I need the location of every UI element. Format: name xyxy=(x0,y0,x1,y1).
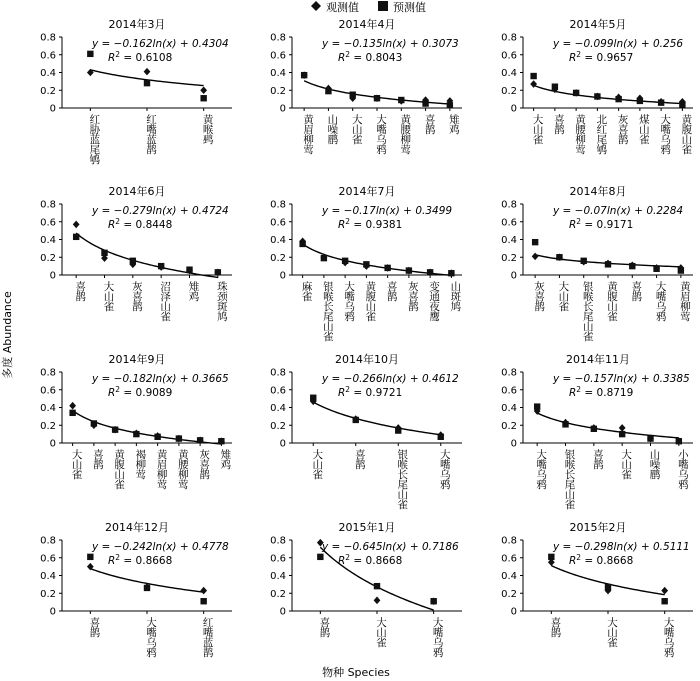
fit-curve xyxy=(313,402,441,435)
x-tick-label: 雉鸡 xyxy=(187,281,200,301)
x-tick-label: 喜鹊 xyxy=(74,281,87,301)
y-tick-label: 0 xyxy=(49,606,56,618)
x-tick-label: 黄腰柳莺 xyxy=(176,449,189,489)
y-tick-label: 0.8 xyxy=(40,32,56,44)
chart-panel xyxy=(40,17,232,164)
panel-title: 2014年10月 xyxy=(335,353,399,366)
y-tick-label: 0.8 xyxy=(40,199,56,211)
x-tick-label: 大嘴乌鸦 xyxy=(343,281,356,321)
y-tick-label: 0.2 xyxy=(270,588,286,600)
y-tick-label: 0.6 xyxy=(40,50,56,62)
y-tick-label: 0 xyxy=(510,270,517,282)
chart-panel xyxy=(270,352,462,509)
predicted-point xyxy=(619,431,625,437)
x-tick-label: 喜鹊 xyxy=(591,449,604,469)
y-tick-label: 0.2 xyxy=(40,252,56,264)
fit-equation: y = −0.242ln(x) + 0.4778 xyxy=(92,541,229,553)
x-tick-label: 灰喜鹊 xyxy=(198,449,211,479)
x-tick-label: 大山雀 xyxy=(531,114,544,144)
x-tick-label: 山斑鸠 xyxy=(449,281,462,311)
x-tick-label: 喜鹊 xyxy=(385,281,398,301)
fit-r-squared: $R^2 = 0.9657$ xyxy=(569,50,634,64)
y-tick-label: 0.6 xyxy=(501,553,517,565)
x-tick-label: 银喉长尾山雀 xyxy=(581,281,594,341)
fit-curve xyxy=(537,413,679,438)
observed-point xyxy=(200,587,207,595)
y-tick-label: 0.8 xyxy=(501,367,517,379)
x-tick-label: 大嘴乌鸦 xyxy=(535,449,548,489)
y-tick-label: 0 xyxy=(279,270,286,282)
y-axis-title: 多度 Abundance xyxy=(1,291,14,379)
y-tick-label: 0.4 xyxy=(40,68,56,79)
fit-r-squared: $R^2 = 0.8043$ xyxy=(338,50,403,64)
chart-panel xyxy=(501,184,693,341)
x-tick-label: 黄眉柳莺 xyxy=(678,281,691,321)
x-tick-label: 雉鸡 xyxy=(447,114,460,134)
fit-r-squared: $R^2 = 0.8668$ xyxy=(338,553,403,567)
y-tick-label: 0.2 xyxy=(501,252,517,264)
panel-title: 2014年7月 xyxy=(338,185,396,198)
x-tick-label: 黄腰柳莺 xyxy=(399,114,412,154)
fit-equation: y = −0.157ln(x) + 0.3385 xyxy=(553,373,690,385)
panel-title: 2014年8月 xyxy=(569,185,627,198)
x-tick-label: 北红尾鸲 xyxy=(595,114,608,154)
fit-r-squared: $R^2 = 0.8719$ xyxy=(569,385,634,399)
legend-observed-label: 观测值 xyxy=(326,1,359,14)
fit-equation: y = −0.162ln(x) + 0.4304 xyxy=(92,38,229,50)
x-tick-label: 大山雀 xyxy=(102,281,115,311)
x-tick-label: 灰喜鹊 xyxy=(533,281,546,311)
fit-r-squared: $R^2 = 0.9089$ xyxy=(108,385,173,399)
x-tick-label: 黄眉柳莺 xyxy=(302,114,315,154)
y-tick-label: 0.6 xyxy=(501,50,517,62)
y-tick-label: 0.2 xyxy=(270,85,286,97)
x-tick-label: 大嘴乌鸦 xyxy=(375,114,387,154)
y-tick-label: 0 xyxy=(49,270,56,282)
x-tick-label: 大嘴乌鸦 xyxy=(662,617,675,657)
predicted-point xyxy=(87,554,93,560)
y-tick-label: 0.2 xyxy=(501,588,517,600)
y-tick-label: 0.6 xyxy=(501,217,517,229)
y-tick-label: 0.6 xyxy=(270,50,286,62)
x-tick-label: 大嘴乌鸦 xyxy=(145,617,157,657)
predicted-point xyxy=(87,51,93,57)
panel-title: 2014年6月 xyxy=(108,185,166,198)
panel-title: 2014年12月 xyxy=(105,521,169,534)
y-tick-label: 0.6 xyxy=(270,553,286,565)
x-tick-label: 大山雀 xyxy=(606,617,618,647)
y-tick-label: 0 xyxy=(279,103,286,115)
y-tick-label: 0 xyxy=(510,103,517,115)
y-tick-label: 0.4 xyxy=(270,68,286,79)
panel-title: 2014年5月 xyxy=(569,18,627,31)
x-tick-label: 喜鹊 xyxy=(549,617,562,637)
predicted-point xyxy=(200,95,206,101)
y-tick-label: 0.4 xyxy=(501,571,517,582)
x-tick-label: 喜鹊 xyxy=(318,617,331,637)
predicted-point xyxy=(317,554,323,560)
chart-panel xyxy=(270,520,462,657)
x-tick-label: 山噪鹛 xyxy=(648,449,661,479)
predicted-point xyxy=(69,410,75,416)
y-tick-label: 0.8 xyxy=(270,367,286,379)
fit-r-squared: $R^2 = 0.9171$ xyxy=(569,217,634,231)
x-tick-label: 褐柳莺 xyxy=(134,449,147,479)
predicted-point xyxy=(374,583,380,589)
fit-equation: y = −0.099ln(x) + 0.256 xyxy=(553,38,684,50)
chart-panel xyxy=(501,352,693,509)
x-tick-label: 灰喜鹊 xyxy=(130,281,143,311)
x-tick-label: 大嘴乌鸦 xyxy=(431,617,444,657)
x-tick-label: 雉鸡 xyxy=(219,449,232,469)
y-tick-label: 0.8 xyxy=(40,367,56,379)
y-tick-label: 0.4 xyxy=(270,403,286,414)
y-tick-label: 0 xyxy=(279,438,286,450)
x-tick-label: 大山雀 xyxy=(70,449,83,479)
x-tick-label: 大嘴乌鸦 xyxy=(659,114,672,154)
y-tick-label: 0.4 xyxy=(40,403,56,414)
predicted-point xyxy=(661,598,667,604)
chart-panel xyxy=(501,17,693,154)
predicted-point xyxy=(532,239,538,245)
fit-r-squared: $R^2 = 0.9381$ xyxy=(338,217,403,231)
x-tick-label: 喜鹊 xyxy=(552,114,565,134)
y-tick-label: 0.8 xyxy=(501,199,517,211)
panel-title: 2014年9月 xyxy=(108,353,166,366)
x-tick-label: 喜鹊 xyxy=(88,617,101,637)
x-tick-label: 大山雀 xyxy=(311,449,324,479)
x-tick-label: 红胁蓝尾鸲 xyxy=(88,114,101,164)
y-tick-label: 0.6 xyxy=(270,217,286,229)
y-tick-label: 0.8 xyxy=(501,32,517,44)
x-tick-label: 珠颈斑鸠 xyxy=(215,281,228,321)
x-tick-label: 大嘴乌鸦 xyxy=(654,281,667,321)
x-tick-label: 山噪鹛 xyxy=(326,114,339,144)
y-tick-label: 0.6 xyxy=(40,385,56,397)
fit-equation: y = −0.135ln(x) + 0.3073 xyxy=(322,38,459,50)
fit-equation: y = −0.182ln(x) + 0.3665 xyxy=(92,373,229,385)
y-tick-label: 0.4 xyxy=(270,571,286,582)
predicted-point xyxy=(73,234,79,240)
x-tick-label: 小嘴乌鸦 xyxy=(676,449,689,489)
y-tick-label: 0.2 xyxy=(270,420,286,432)
chart-panel xyxy=(270,184,462,341)
x-tick-label: 黄喉鹀 xyxy=(201,114,214,144)
x-tick-label: 喜鹊 xyxy=(91,449,104,469)
x-tick-label: 红嘴蓝鹊 xyxy=(145,114,157,154)
y-tick-label: 0.8 xyxy=(270,32,286,44)
fit-equation: y = −0.07ln(x) + 0.2284 xyxy=(553,205,684,217)
observed-point xyxy=(619,424,626,432)
panels xyxy=(40,17,693,658)
x-tick-label: 黄腹山雀 xyxy=(680,114,693,154)
x-tick-label: 喜鹊 xyxy=(630,281,643,301)
y-tick-label: 0.2 xyxy=(40,420,56,432)
fit-r-squared: $R^2 = 0.6108$ xyxy=(108,50,173,64)
panel-title: 2014年4月 xyxy=(338,18,396,31)
y-tick-label: 0 xyxy=(49,438,56,450)
fit-curve xyxy=(76,233,218,277)
x-tick-label: 银喉长尾山雀 xyxy=(321,281,334,341)
fit-equation: y = −0.645ln(x) + 0.7186 xyxy=(322,541,459,553)
chart-panel xyxy=(40,352,232,489)
y-tick-label: 0.8 xyxy=(270,535,286,547)
y-tick-label: 0.2 xyxy=(501,420,517,432)
chart-panel xyxy=(40,520,232,658)
fit-r-squared: $R^2 = 0.8668$ xyxy=(108,553,173,567)
y-tick-label: 0.4 xyxy=(501,68,517,79)
x-tick-label: 大山雀 xyxy=(350,114,363,144)
y-tick-label: 0 xyxy=(510,606,517,618)
x-tick-label: 喜鹊 xyxy=(423,114,436,134)
y-tick-label: 0.4 xyxy=(40,571,56,582)
fit-r-squared: $R^2 = 0.8448$ xyxy=(108,217,173,231)
panel-title: 2015年1月 xyxy=(338,521,396,534)
y-tick-label: 0.6 xyxy=(501,385,517,397)
y-tick-label: 0.8 xyxy=(40,535,56,547)
x-tick-label: 麻雀 xyxy=(300,281,313,301)
predicted-point xyxy=(200,598,206,604)
y-tick-label: 0.4 xyxy=(501,403,517,414)
y-tick-label: 0.6 xyxy=(270,385,286,397)
x-tick-label: 大山雀 xyxy=(620,449,633,479)
observed-point xyxy=(69,402,76,410)
y-tick-label: 0 xyxy=(510,438,517,450)
x-tick-label: 灰喜鹊 xyxy=(406,281,419,311)
y-tick-label: 0 xyxy=(49,103,56,115)
x-tick-label: 黄眉柳莺 xyxy=(155,449,168,489)
x-tick-label: 大山雀 xyxy=(375,617,387,647)
fit-r-squared: $R^2 = 0.9721$ xyxy=(338,385,403,399)
x-tick-label: 黄腹山雀 xyxy=(364,281,377,321)
y-tick-label: 0.4 xyxy=(270,235,286,246)
x-tick-label: 大嘴乌鸦 xyxy=(438,449,451,489)
x-tick-label: 变通夜鹰 xyxy=(428,281,441,321)
fit-equation: y = −0.17ln(x) + 0.3499 xyxy=(322,205,453,217)
x-axis-title: 物种 Species xyxy=(322,666,390,679)
observed-point xyxy=(661,587,668,595)
x-tick-label: 煤山雀 xyxy=(637,114,650,144)
y-tick-label: 0.2 xyxy=(40,85,56,97)
y-tick-label: 0.8 xyxy=(501,535,517,547)
fit-r-squared: $R^2 = 0.8668$ xyxy=(569,553,634,567)
chart-panel xyxy=(270,17,462,154)
observed-point xyxy=(73,221,80,229)
legend-predicted-marker xyxy=(378,1,388,11)
y-tick-label: 0.2 xyxy=(270,252,286,264)
observed-point xyxy=(532,253,539,261)
predicted-point xyxy=(530,73,536,79)
y-tick-label: 0.2 xyxy=(501,85,517,97)
chart-panel xyxy=(40,184,232,322)
y-tick-label: 0.6 xyxy=(40,217,56,229)
x-tick-label: 银喉长尾山雀 xyxy=(563,449,576,509)
x-tick-label: 灰喜鹊 xyxy=(616,114,629,144)
legend-observed-marker xyxy=(311,1,321,11)
panel-title: 2015年2月 xyxy=(569,521,627,534)
x-tick-label: 黄腰柳莺 xyxy=(574,114,587,154)
legend xyxy=(311,0,426,14)
observed-point xyxy=(144,68,151,76)
observed-point xyxy=(200,86,207,94)
x-tick-label: 沼泽山雀 xyxy=(159,281,172,321)
x-tick-label: 大山雀 xyxy=(557,281,570,311)
x-tick-label: 黄腹山雀 xyxy=(606,281,618,321)
panel-title: 2014年3月 xyxy=(108,18,166,31)
chart-panel xyxy=(501,520,693,657)
y-tick-label: 0.4 xyxy=(501,235,517,246)
x-tick-label: 黄腹山雀 xyxy=(113,449,126,489)
observed-point xyxy=(374,597,381,605)
predicted-point xyxy=(144,80,150,86)
y-tick-label: 0 xyxy=(279,606,286,618)
y-tick-label: 0.8 xyxy=(270,199,286,211)
x-tick-label: 银喉长尾山雀 xyxy=(396,449,409,509)
legend-predicted-label: 预测值 xyxy=(393,1,426,14)
x-tick-label: 红嘴蓝鹊 xyxy=(201,617,214,657)
panel-title: 2014年11月 xyxy=(566,353,630,366)
x-tick-label: 喜鹊 xyxy=(353,449,366,469)
y-tick-label: 0.4 xyxy=(40,235,56,246)
fit-equation: y = −0.298ln(x) + 0.5111 xyxy=(553,541,690,553)
y-tick-label: 0.6 xyxy=(40,553,56,565)
fit-equation: y = −0.279ln(x) + 0.4724 xyxy=(92,205,229,217)
fit-equation: y = −0.266ln(x) + 0.4612 xyxy=(322,373,459,385)
y-tick-label: 0.2 xyxy=(40,588,56,600)
